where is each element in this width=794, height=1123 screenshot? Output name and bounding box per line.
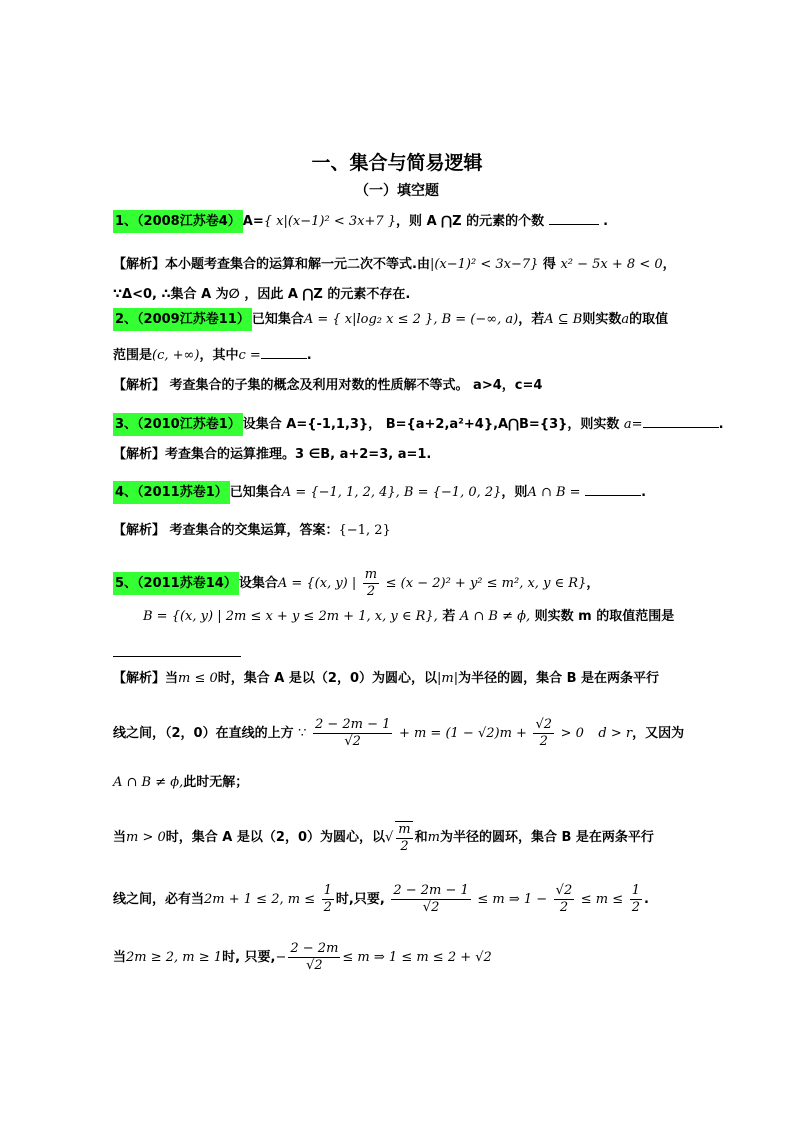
q5-expr-b: ≤ (x − 2)² + y² ≤ m², x, y ∈ R}	[385, 576, 587, 591]
q5-tail: ，	[586, 576, 600, 591]
q5-text: 设集合	[238, 576, 278, 591]
a5-p5-b: 时,只要,	[335, 892, 385, 907]
q4-expr2: A ∩ B =	[527, 485, 581, 500]
a5-p2-den2: 2	[539, 734, 548, 749]
q2-expr2: A ⊆ B	[544, 312, 583, 327]
a5-p2-a: 线之间，（2，0）在直线的上方	[113, 726, 294, 741]
question-3	[113, 415, 724, 435]
a5-p6-minus: −	[275, 950, 287, 965]
answer-blank	[643, 427, 719, 428]
a5-p2-num2: √2	[535, 717, 553, 732]
sqrt-symbol: √	[385, 830, 394, 845]
a5-p2-gt: > 0	[560, 726, 584, 741]
a5-p3-expr: A ∩ B ≠ ϕ,	[113, 775, 184, 790]
a5-p6-b: 时, 只要,	[222, 950, 276, 965]
a1-text: 【解析】本小题考查集合的运算和解一元二次不等式.由	[113, 257, 430, 272]
a1-expr2: x² − 5x + 8 < 0	[560, 257, 663, 272]
analysis-1-line2: ∵Δ<0, ∴集合 A 为∅ ，因此 A ⋂Z 的元素不存在.	[113, 287, 411, 302]
analysis-5-p1	[113, 669, 659, 689]
q2-line2-var: c =	[238, 348, 261, 363]
analysis-5-p6	[113, 938, 492, 978]
q3-text: 设集合 A={-1,1,3}， B={a+2,a²+4},A⋂B={3}，则实数	[242, 417, 620, 432]
a1-tail: ，	[662, 257, 676, 272]
a5-p5-frac1	[322, 883, 334, 916]
question-5-line2	[143, 607, 674, 627]
a5-p4-var: m	[427, 830, 440, 845]
a5-p2-dr: d > r	[598, 726, 633, 741]
a5-p5-c: ≤ m ⇒ 1 −	[477, 892, 548, 907]
a5-p6-c: ≤ m ⇒ 1 ≤ m ≤ 2 + √2	[342, 950, 492, 965]
q5-line2-text: 若	[442, 609, 456, 624]
question-5-label: 5、（2011苏卷14）	[113, 572, 239, 595]
q5-line2-text2: 则实数 m 的取值范围是	[534, 609, 675, 624]
q2-text2: ，若	[518, 312, 545, 327]
a5-p1-abs: |m|	[437, 671, 459, 686]
a5-p5-d: ≤ m ≤	[580, 892, 624, 907]
answer-blank	[585, 495, 641, 496]
a5-p5-n4: 1	[631, 883, 640, 898]
a5-p1-a: 【解析】当	[113, 671, 179, 686]
q4-expr: A = {−1, 1, 2, 4}, B = {−1, 0, 2}	[281, 485, 502, 500]
a5-p6-a: 当	[113, 950, 127, 965]
analysis-4	[113, 521, 391, 541]
q2-expr: A = { x|log₂ x ≤ 2 }, B = (−∞, a)	[303, 312, 519, 327]
q5-expr-a: A = {(x, y) |	[277, 576, 357, 591]
a1-mid: 得	[538, 257, 561, 272]
a5-p5-d4: 2	[631, 900, 640, 915]
a5-p2-den: √2	[344, 734, 361, 749]
q1-end: .	[603, 214, 609, 229]
q2-line2-expr: (c, +∞)	[152, 348, 200, 363]
q4-text2: ，则	[501, 485, 528, 500]
a5-p5-frac3	[554, 883, 575, 916]
a5-p5-n1: 1	[323, 883, 332, 898]
q4-end: .	[641, 485, 647, 500]
section-subtitle: （一）填空题	[355, 183, 439, 199]
a5-p5-frac4	[630, 883, 642, 916]
a5-p2-because: ∵	[298, 726, 307, 741]
q5-frac-den: 2	[366, 584, 376, 599]
a5-p6-expr: 2m ≥ 2, m ≥ 1	[126, 950, 223, 965]
page-title: 一、集合与简易逻辑	[311, 152, 483, 174]
a5-p2-fraction	[313, 717, 392, 750]
question-2	[113, 310, 668, 330]
q5-frac-num: m	[364, 567, 378, 582]
analysis-5-p5	[113, 880, 649, 920]
a5-p4-sqrt-fraction	[395, 821, 412, 855]
q5-line2-expr2: A ∩ B ≠ ϕ,	[459, 609, 531, 624]
a5-p4-snum: m	[398, 821, 411, 837]
q1-set-expr: { x|(x−1)² < 3x+7 }	[263, 214, 397, 229]
a1-expr1: |(x−1)² < 3x−7}	[429, 257, 539, 272]
analysis-5-p2	[113, 714, 684, 754]
a5-p4-d: 为半径的圆环，集合 B 是在两条平行	[439, 830, 654, 845]
a5-p5-n3: √2	[555, 883, 573, 898]
a5-p6-frac	[288, 941, 340, 974]
q2-text4: 的取值	[629, 312, 669, 327]
a5-p5-n2: 2 − 2m − 1	[393, 883, 469, 898]
a5-p4-b: 时，集合 A 是以（2，0）为圆心，以	[165, 830, 385, 845]
question-2-label: 2、（2009江苏卷11）	[113, 308, 252, 331]
answer-blank	[549, 224, 599, 225]
a5-p5-d3: 2	[559, 900, 569, 915]
a5-p1-expr: m ≤ 0	[178, 671, 218, 686]
question-3-label: 3、（2010江苏卷1）	[113, 413, 243, 436]
a5-p5-d2: √2	[422, 900, 440, 915]
q4-text: 已知集合	[229, 485, 282, 500]
q1-text: ，则 A ⋂Z 的元素的个数	[396, 214, 545, 229]
analysis-1	[113, 255, 676, 275]
a5-p2-mid: + m = (1 − √2)m +	[398, 726, 527, 741]
q2-text1: 已知集合	[251, 312, 304, 327]
a5-p3-text: 此时无解；	[183, 775, 249, 790]
a4-text: 【解析】 考查集合的交集运算，答案：	[113, 523, 339, 538]
analysis-3: 【解析】考查集合的运算推理。3 ∈B, a+2=3, a=1.	[113, 447, 432, 462]
q1-set: A=	[242, 214, 264, 229]
analysis-2: 【解析】 考查集合的子集的概念及利用对数的性质解不等式。 a>4，c=4	[113, 378, 543, 393]
q2-line2-tail: ，其中	[199, 348, 239, 363]
q5-fraction	[363, 567, 379, 600]
a5-p4-c: 和	[414, 830, 428, 845]
a5-p2-num: 2 − 2m − 1	[314, 717, 391, 732]
a5-p5-expr: 2m + 1 ≤ 2, m ≤	[204, 892, 316, 907]
analysis-5-p3	[113, 773, 248, 793]
a5-p1-c: 为半径的圆，集合 B 是在两条平行	[458, 671, 660, 686]
a5-p4-a: 当	[113, 830, 127, 845]
q2-line2-end: .	[306, 348, 312, 363]
q3-var: a=	[623, 417, 643, 432]
a5-p2-b: ，又因为	[632, 726, 685, 741]
question-1-label: 1、（2008江苏卷4）	[113, 210, 243, 233]
a5-p1-b: 时，集合 A 是以（2，0）为圆心，以	[217, 671, 437, 686]
a5-p5-a: 线之间，必有当	[113, 892, 205, 907]
a5-p6-num: 2 − 2m	[290, 941, 339, 956]
a5-p5-d1: 2	[323, 900, 332, 915]
q3-end: .	[718, 417, 724, 432]
a5-p6-den: √2	[306, 958, 323, 973]
q2-text3: 则实数	[582, 312, 622, 327]
q2-var: a	[621, 312, 630, 327]
question-2-line2	[113, 346, 312, 366]
analysis-5-p4	[113, 816, 654, 860]
answer-blank	[113, 656, 241, 657]
a5-p5-frac2	[391, 883, 470, 916]
question-4-label: 4、（2011苏卷1）	[113, 481, 230, 504]
question-5	[113, 566, 599, 602]
a5-p2-fraction2	[533, 717, 554, 750]
question-4	[113, 483, 646, 503]
a5-p4-expr: m > 0	[126, 830, 166, 845]
answer-blank	[261, 358, 307, 359]
a5-p4-sden: 2	[400, 838, 409, 854]
a4-answer: {−1, 2}	[338, 523, 391, 538]
a5-p5-end: .	[643, 892, 649, 907]
q5-line2-expr: B = {(x, y) | 2m ≤ x + y ≤ 2m + 1, x, y ∈ R},	[143, 609, 438, 624]
question-1	[113, 212, 608, 232]
q2-line2-text: 范围是	[113, 348, 153, 363]
